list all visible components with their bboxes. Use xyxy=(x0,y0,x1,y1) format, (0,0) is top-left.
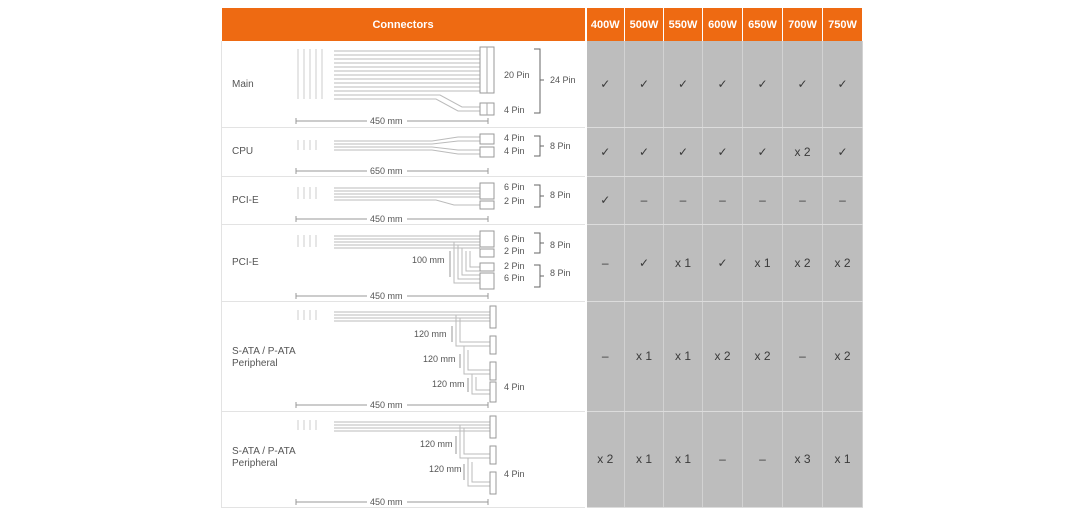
value-cell: ✓ xyxy=(743,127,783,176)
value-cell: ✓ xyxy=(625,41,664,127)
value-cell: – xyxy=(586,301,625,411)
value-cell: x 1 xyxy=(664,411,703,507)
wattage-header-500: 500W xyxy=(625,8,664,41)
value-cell: ✓ xyxy=(664,127,703,176)
row-label: S-ATA / P-ATA Peripheral xyxy=(232,345,296,369)
pin-label: 2 Pin xyxy=(504,195,525,206)
branch-length-label: 120 mm xyxy=(414,328,447,339)
pin-total-label: 8 Pin xyxy=(550,239,571,250)
row-label: PCI-E xyxy=(232,194,259,206)
value-cell: ✓ xyxy=(783,41,823,127)
connector-cell xyxy=(222,301,586,411)
value-cell: x 1 xyxy=(823,411,863,507)
table-row xyxy=(222,41,863,127)
value-cell: x 2 xyxy=(586,411,625,507)
value-cell: x 1 xyxy=(625,411,664,507)
connector-cell xyxy=(222,41,586,127)
value-cell: ✓ xyxy=(664,41,703,127)
value-cell: ✓ xyxy=(703,41,743,127)
branch-length-label: 100 mm xyxy=(412,254,445,265)
pin-label: 4 Pin xyxy=(504,468,525,479)
value-cell: – xyxy=(664,176,703,224)
value-cell: ✓ xyxy=(586,41,625,127)
value-cell: x 1 xyxy=(625,301,664,411)
row-label: PCI-E xyxy=(232,256,259,268)
value-cell: x 2 xyxy=(703,301,743,411)
value-cell: x 2 xyxy=(823,224,863,301)
value-cell: x 3 xyxy=(783,411,823,507)
wattage-header-650: 650W xyxy=(743,8,783,41)
table-row xyxy=(222,411,863,507)
value-cell: x 2 xyxy=(743,301,783,411)
value-cell: x 2 xyxy=(823,301,863,411)
pin-label: 6 Pin xyxy=(504,181,525,192)
value-cell: – xyxy=(743,411,783,507)
pin-label: 20 Pin xyxy=(504,70,530,80)
branch-length-label: 120 mm xyxy=(432,378,465,389)
wattage-header-700: 700W xyxy=(783,8,823,41)
value-cell: – xyxy=(823,176,863,224)
table-row xyxy=(222,127,863,176)
connector-cell xyxy=(222,411,586,507)
length-label: 450 mm xyxy=(370,399,403,410)
psu-connector-table xyxy=(221,8,863,508)
connector-cell xyxy=(222,176,586,224)
value-cell: – xyxy=(703,176,743,224)
value-cell: x 2 xyxy=(783,224,823,301)
value-cell: – xyxy=(586,224,625,301)
cpu-cable-diagram xyxy=(222,128,586,177)
pin-label: 4 Pin xyxy=(504,132,525,143)
length-label: 450 mm xyxy=(370,496,403,507)
pin-total-label: 24 Pin xyxy=(550,75,576,85)
value-cell: x 1 xyxy=(664,224,703,301)
pcie-dual-cable-diagram xyxy=(222,225,586,302)
length-label: 650 mm xyxy=(370,165,403,176)
pin-label: 6 Pin xyxy=(504,233,525,244)
row-label: Main xyxy=(232,79,254,90)
value-cell: ✓ xyxy=(823,41,863,127)
pin-label: 4 Pin xyxy=(504,105,525,115)
pin-label: 2 Pin xyxy=(504,245,525,256)
value-cell: ✓ xyxy=(625,224,664,301)
length-label: 450 mm xyxy=(370,116,403,126)
value-cell: ✓ xyxy=(586,176,625,224)
value-cell: – xyxy=(783,301,823,411)
value-cell: ✓ xyxy=(586,127,625,176)
branch-length-label: 120 mm xyxy=(420,438,453,449)
table-row xyxy=(222,224,863,301)
branch-length-label: 120 mm xyxy=(423,353,456,364)
value-cell: x 1 xyxy=(664,301,703,411)
value-cell: ✓ xyxy=(625,127,664,176)
value-cell: ✓ xyxy=(823,127,863,176)
wattage-header-750: 750W xyxy=(823,8,863,41)
wattage-header-400: 400W xyxy=(586,8,625,41)
value-cell: – xyxy=(703,411,743,507)
value-cell: ✓ xyxy=(703,127,743,176)
table-row xyxy=(222,176,863,224)
value-cell: x 2 xyxy=(783,127,823,176)
row-label: S-ATA / P-ATA Peripheral xyxy=(232,445,296,469)
connectors-header: Connectors xyxy=(222,8,586,41)
value-cell: ✓ xyxy=(743,41,783,127)
pin-total-label: 8 Pin xyxy=(550,189,571,200)
pin-total-label: 8 Pin xyxy=(550,140,571,151)
pin-label: 4 Pin xyxy=(504,145,525,156)
pin-total-label: 8 Pin xyxy=(550,267,571,278)
connector-cell xyxy=(222,127,586,176)
pin-label: 6 Pin xyxy=(504,272,525,283)
pcie-cable-diagram xyxy=(222,177,586,225)
value-cell: – xyxy=(625,176,664,224)
value-cell: – xyxy=(743,176,783,224)
pin-label: 4 Pin xyxy=(504,381,525,392)
table-row xyxy=(222,301,863,411)
pin-label: 2 Pin xyxy=(504,260,525,271)
value-cell: – xyxy=(783,176,823,224)
length-label: 450 mm xyxy=(370,213,403,224)
wattage-header-600: 600W xyxy=(703,8,743,41)
length-label: 450 mm xyxy=(370,290,403,301)
connector-cell xyxy=(222,224,586,301)
row-label: CPU xyxy=(232,145,254,157)
value-cell: x 1 xyxy=(743,224,783,301)
header-row xyxy=(222,8,863,41)
branch-length-label: 120 mm xyxy=(429,463,462,474)
value-cell: ✓ xyxy=(703,224,743,301)
main-cable-diagram xyxy=(222,41,586,127)
wattage-header-550: 550W xyxy=(664,8,703,41)
